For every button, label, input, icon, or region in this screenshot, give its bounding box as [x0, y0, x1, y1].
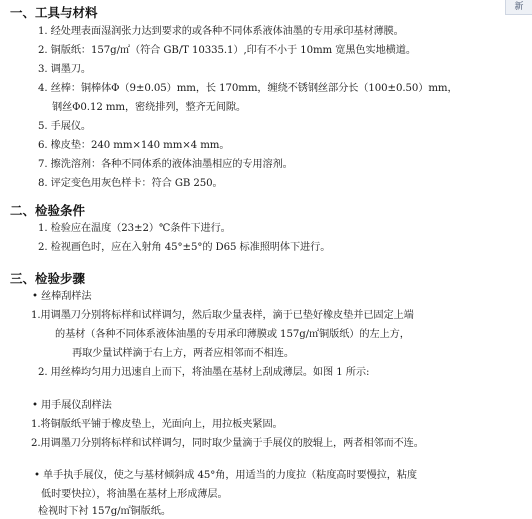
section-title-test-conditions: 二、检验条件: [10, 203, 86, 218]
section-title-tools-materials: 一、工具与材料: [10, 5, 98, 20]
list-item: 1.将铜版纸平铺于橡皮垫上，光面向上，用拉板夹紧固。: [31, 419, 283, 430]
method-heading: • 丝棒刮样法: [32, 291, 92, 302]
list-item: 4. 丝棒：铜棒体Φ（9±0.05）mm，长 170mm，缠绕不锈钢丝部分长（100±0.50）mm，: [38, 83, 458, 94]
corner-tab[interactable]: 新: [505, 0, 532, 15]
list-item: 2. 铜版纸：157g/㎡（符合 GB/T 10335.1）,印有不小于 10mm 宽黑色实地横道。: [38, 45, 416, 56]
list-item: 1. 经处理表面湿润张力达到要求的或各种不同体系液体油墨的专用承印基材薄膜。: [38, 26, 404, 37]
list-item: • 单手执手展仪，使之与基材倾斜成 45°角，用适当的力度拉（粘度高时要慢拉，粘度: [34, 470, 418, 481]
note-text: 检视时下衬 157g/㎡铜版纸。: [38, 506, 171, 517]
list-item: 2. 检视画色时，应在入射角 45°±5°的 D65 标准照明体下进行。: [38, 242, 331, 253]
list-item-continuation: 低时要快拉），将油墨在基材上形成薄层。: [41, 489, 228, 500]
list-item: 5. 手展仪。: [38, 121, 92, 132]
list-item: 1. 检验应在温度（23±2）℃条件下进行。: [38, 223, 231, 234]
list-item: 7. 擦洗溶剂：各种不同体系的液体油墨相应的专用溶剂。: [38, 159, 293, 170]
list-item: 8. 评定变色用灰色样卡：符合 GB 250。: [38, 178, 223, 189]
list-item-continuation: 的基材（各种不同体系液体油墨的专用承印薄膜或 157g/㎡铜版纸）的左上方，: [55, 329, 410, 340]
list-item: 2. 用丝棒均匀用力迅速自上而下，将油墨在基材上刮成薄层。如图 1 所示:: [38, 367, 370, 378]
section-title-test-steps: 三、检验步骤: [10, 271, 86, 286]
list-item: 3. 调墨刀。: [38, 64, 92, 75]
list-item-continuation: 钢丝Φ0.12 mm，密绕排列，整齐无间隙。: [52, 102, 247, 113]
list-item: 1.用调墨刀分别将标样和试样调匀，然后取少量表样，滴于已垫好橡皮垫并已固定上端: [31, 310, 414, 321]
list-item: 6. 橡皮垫：240 mm×140 mm×4 mm。: [38, 140, 230, 151]
list-item-continuation: 再取少量试样滴于右上方，两者应相邻而不相连。: [72, 348, 294, 359]
list-item: 2.用调墨刀分别将标样和试样调匀，同时取少量滴于手展仪的胶辊上，两者相邻而不连。: [31, 438, 424, 449]
method-heading: • 用手展仪刮样法: [32, 400, 112, 411]
